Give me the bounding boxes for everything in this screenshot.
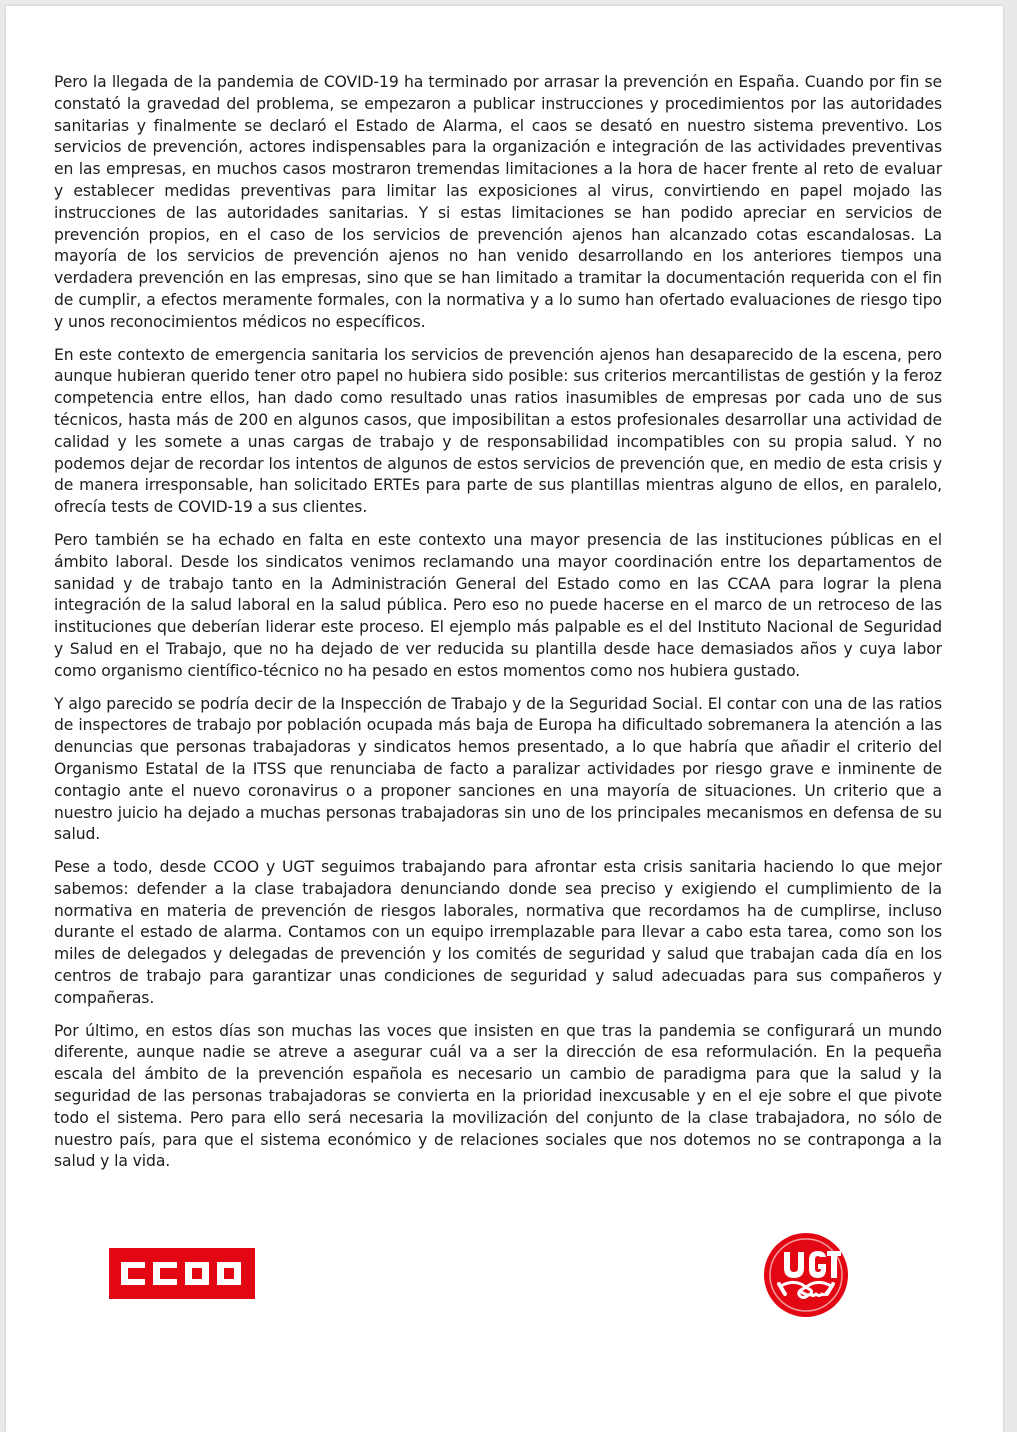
document-page (6, 6, 1003, 1432)
paragraph: En este contexto de emergencia sanitaria los servicios de prevención ajenos han desaparecido de la escena, pero aunque hubieran querido tener otro papel no hubiera sido posible: sus criterios mercantilistas de gestión y la feroz competencia entre ellos, han dado como resultado unas ratios inasumibles de empresas por cada uno de sus técnicos, hasta más de 200 en algunos casos, que imposibilitan a estos profesionales desarrollar una actividad de calidad y les somete a unas cargas de trabajo y de responsabilidad incompatibles con su propia salud. Y no podemos dejar de recordar los intentos de algunos de estos servicios de prevención que, en medio de esta crisis y de manera irresponsable, han solicitado ERTEs para parte de sus plantillas mientras alguno de ellos, en paralelo, ofrecía tests de COVID-19 a sus clientes. (54, 345, 942, 517)
ugt-logo-icon (763, 1232, 849, 1318)
ccoo-logo-icon (109, 1248, 255, 1299)
paragraph: Pero también se ha echado en falta en este contexto una mayor presencia de las instituciones públicas en el ámbito laboral. Desde los sindicatos venimos reclamando una mayor coordinación entre los departamentos de sanidad y de trabajo tanto en la Administración General del Estado como en las CCAA para lograr la plena integración de la salud laboral en la salud pública. Pero eso no puede hacerse en el marco de un retroceso de las instituciones que deberían liderar este proceso. El ejemplo más palpable es el del Instituto Nacional de Seguridad y Salud en el Trabajo, que no ha dejado de ver reducida su plantilla desde hace demasiados años y cuya labor como organismo científico-técnico no ha pesado en estos momentos como nos hubiera gustado. (54, 530, 942, 680)
paragraph: Pero la llegada de la pandemia de COVID-19 ha terminado por arrasar la prevención en España. Cuando por fin se constató la gravedad del problema, se empezaron a publicar instrucciones y procedimientos por las autoridades sanitarias y finalmente se declaró el Estado de Alarma, el caos se desató en nuestro sistema preventivo. Los servicios de prevención, actores indispensables para la organización e integración de las actividades preventivas en las empresas, en muchos casos mostraron tremendas limitaciones a la hora de hacer frente al reto de evaluar y establecer medidas preventivas para limitar las exposiciones al virus, convirtiendo en papel mojado las instrucciones de las autoridades sanitarias. Y si estas limitaciones se han podido apreciar en servicios de prevención propios, en el caso de los servicios de prevención ajenos han alcanzado cotas escandalosas. La mayoría de los servicios de prevención ajenos no han venido desarrollando en los anteriores tiempos una verdadera prevención en las empresas, sino que se han limitado a tramitar la documentación requerida con el fin de cumplir, a efectos meramente formales, con la normativa y a lo sumo han ofertado evaluaciones de riesgo tipo y unos reconocimientos médicos no específicos. (54, 73, 942, 331)
paragraph: Y algo parecido se podría decir de la Inspección de Trabajo y de la Seguridad Social. El contar con una de las ratios de inspectores de trabajo por población ocupada más baja de Europa ha dificultado sobremanera la atención a las denuncias que personas trabajadoras y sindicatos hemos presentado, a lo que habría que añadir el criterio del Organismo Estatal de la ITSS que renunciaba de facto a paralizar actividades por riesgo grave e inminente de contagio ante el nuevo coronavirus o a proponer sanciones en una mayoría de situaciones. Un criterio que a nuestro juicio ha dejado a muchas personas trabajadoras sin uno de los principales mecanismos en defensa de su salud. (54, 694, 942, 844)
document-body (54, 72, 942, 1184)
paragraph: Pese a todo, desde CCOO y UGT seguimos trabajando para afrontar esta crisis sanitaria haciendo lo que mejor sabemos: defender a la clase trabajadora denunciando donde sea preciso y exigiendo el cumplimiento de la normativa en materia de prevención de riesgos laborales, normativa que recordamos ha de cumplirse, incluso durante el estado de alarma. Contamos con un equipo irremplazable para llevar a cabo esta tarea, como son los miles de delegados y delegadas de prevención y los comités de seguridad y salud que trabajan cada día en los centros de trabajo para garantizar unas condiciones de seguridad y salud adecuadas para sus compañeros y compañeras. (54, 858, 942, 1007)
paragraph: Por último, en estos días son muchas las voces que insisten en que tras la pandemia se configurará un mundo diferente, aunque nadie se atreve a asegurar cuál va a ser la dirección de esa reformulación. En la pequeña escala del ámbito de la prevención española es necesario un cambio de paradigma para que la salud y la seguridad de las personas trabajadoras se convierta en la prioridad inexcusable y en el eje sobre el que pivote todo el sistema. Pero para ello será necesaria la movilización del conjunto de la clase trabajadora, no sólo de nuestro país, para que el sistema económico y de relaciones sociales que nos dotemos no se contraponga a la salud y la vida. (54, 1021, 942, 1171)
